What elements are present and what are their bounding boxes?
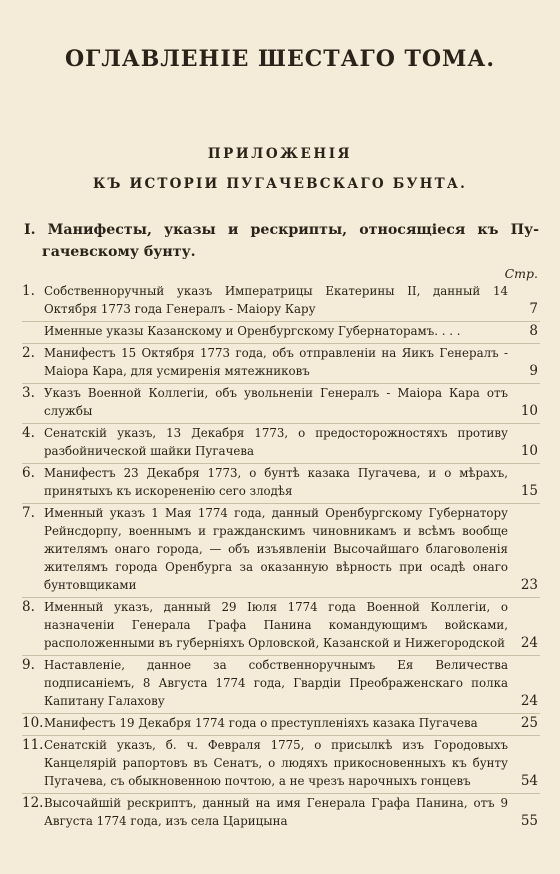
entry-text: Высочайшій рескриптъ, данный на имя Генерала Графа Панина, отъ 9 Августа 1774 года, изъ села Царицына	[44, 796, 508, 828]
entry-number: 10.	[22, 715, 44, 731]
page-title: ОГЛАВЛЕНІЕ ШЕСТАГО ТОМА.	[65, 46, 495, 72]
section-heading-line-2: гачевскому бунту.	[42, 244, 196, 260]
toc-entry	[22, 656, 540, 714]
toc-entry	[22, 384, 540, 424]
entry-text: Сенатскій указъ, 13 Декабря 1773, о предосторожностяхъ противу разбойнической шайки Пугачева	[44, 426, 508, 458]
entry-text: Манифестъ 15 Октября 1773 года, объ отправленіи на Яикъ Генералъ - Маіора Кара, для усмиренія мятежниковъ	[44, 346, 508, 378]
section-heading-line-1: I. Манифесты, указы и рескрипты, относящіеся къ Пу-	[24, 222, 539, 238]
entry-text: Сенатскій указъ, б. ч. Февраля 1775, о присылкѣ изъ Городовыхъ Канцелярій рапортовъ въ Сенатъ, о людяхъ прикосновенныхъ къ бунту Пугачева, съ обыкновенною почтою, а не чрезъ нарочныхъ гонцевъ	[44, 738, 508, 788]
entry-text: Именные указы Казанскому и Оренбургскому Губернаторамъ. . . .	[44, 324, 461, 338]
toc-entry	[22, 464, 540, 504]
entry-text: Манифестъ 23 Декабря 1773, о бунтѣ казака Пугачева, и о мѣрахъ, принятыхъ къ искорененію сего злодѣя	[44, 466, 508, 498]
page-column-header: Стр.	[504, 266, 538, 281]
toc-entry	[22, 714, 540, 736]
section-heading	[24, 219, 539, 263]
entry-number: 2.	[22, 345, 35, 361]
entry-number: 1.	[22, 283, 35, 299]
toc-entry	[22, 736, 540, 794]
contents-list	[22, 282, 540, 833]
toc-entry	[22, 282, 540, 322]
entry-page: 10	[520, 443, 538, 459]
toc-entry	[22, 504, 540, 598]
entry-number: 12.	[22, 795, 44, 811]
entry-page: 8	[529, 323, 538, 339]
entry-text: Манифестъ 19 Декабря 1774 года о преступленіяхъ казака Пугачева	[44, 716, 478, 730]
entry-number: 4.	[22, 425, 35, 441]
entry-number: 6.	[22, 465, 35, 481]
entry-page: 7	[529, 301, 538, 317]
entry-number: 9.	[22, 657, 35, 673]
entry-text: Именный указъ, данный 29 Іюля 1774 года Военной Коллегіи, о назначеніи Генерала Графа Панина командующимъ войсками, расположенными въ губерніяхъ Орловской, Казанской и Нижегородской	[44, 600, 508, 650]
entry-text: Собственноручный указъ Императрицы Екатерины II, данный 14 Октября 1773 года Генералъ - Маіору Кару	[44, 284, 508, 316]
entry-number: 7.	[22, 505, 35, 521]
entry-page: 25	[520, 715, 538, 731]
toc-entry	[22, 424, 540, 464]
entry-page: 24	[520, 635, 538, 651]
entry-number: 3.	[22, 385, 35, 401]
entry-number: 11.	[22, 737, 44, 753]
entry-text: Наставленіе, данное за собственноручнымъ Ея Величества подписаніемъ, 8 Августа 1774 года, Гвардіи Преображенскаго полка Капитану Галахову	[44, 658, 508, 708]
entry-page: 24	[520, 693, 538, 709]
entry-page: 9	[529, 363, 538, 379]
toc-entry	[22, 344, 540, 384]
entry-page: 55	[520, 813, 538, 829]
appendix-heading: ПРИЛОЖЕНІЯ	[207, 146, 353, 162]
entry-text: Именный указъ 1 Мая 1774 года, данный Оренбургскому Губернатору Рейнсдорпу, военнымъ и гражданскимъ чиновникамъ и всѣмъ вообще жителямъ онаго города, — объ изъявленіи Высочайшаго благоволенія жителямъ города Оренбурга за оказанную вѣрность при осадѣ онаго бунтовщиками	[44, 506, 508, 592]
toc-entry	[22, 794, 540, 833]
toc-entry	[22, 598, 540, 656]
entry-page: 23	[520, 577, 538, 593]
entry-number: 8.	[22, 599, 35, 615]
entry-page: 15	[520, 483, 538, 499]
entry-page: 54	[520, 773, 538, 789]
toc-entry	[22, 322, 540, 344]
entry-page: 10	[520, 403, 538, 419]
entry-text: Указъ Военной Коллегіи, объ увольненіи Генералъ - Маіора Кара отъ службы	[44, 386, 508, 418]
appendix-subheading: КЪ ИСТОРІИ ПУГАЧЕВСКАГО БУНТА.	[93, 176, 467, 192]
